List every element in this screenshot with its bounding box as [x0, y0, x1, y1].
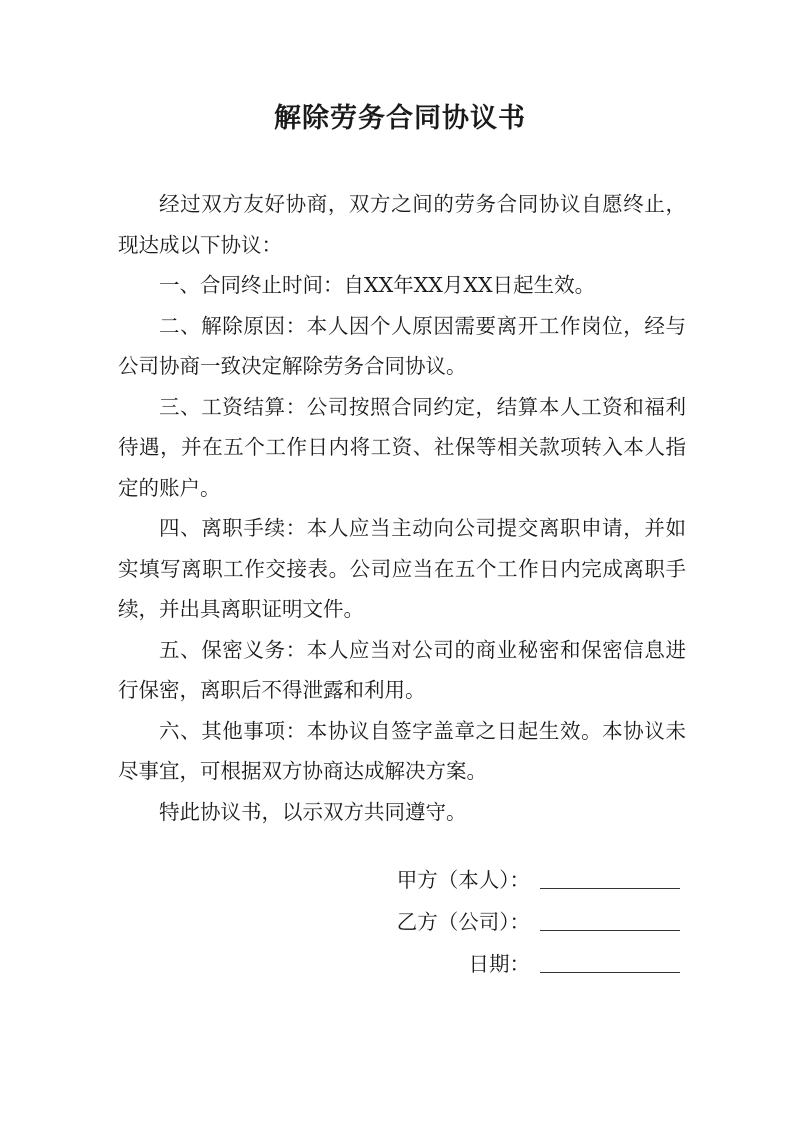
date-row — [360, 941, 680, 983]
clause-termination-reason: 二、解除原因：本人因个人原因需要离开工作岗位，经与公司协商一致决定解除劳务合同协议。 — [118, 313, 686, 378]
document-title: 解除劳务合同协议书 — [274, 103, 526, 134]
party-a-signature-row — [360, 857, 680, 899]
document-body — [118, 184, 686, 832]
date-label: 日期： — [468, 952, 530, 976]
date-line[interactable] — [540, 952, 680, 973]
clause-confidentiality: 五、保密义务：本人应当对公司的商业秘密和保密信息进行保密，离职后不得泄露和利用。 — [118, 637, 686, 702]
party-a-signature-line[interactable] — [540, 868, 680, 889]
closing-paragraph: 特此协议书，以示双方共同遵守。 — [159, 799, 467, 824]
clause-termination-time: 一、合同终止时间：自XX年XX月XX日起生效。 — [159, 273, 596, 297]
intro-paragraph: 经过双方友好协商，双方之间的劳务合同协议自愿终止，现达成以下协议： — [118, 192, 686, 257]
clause-other-matters: 六、其他事项：本协议自签字盖章之日起生效。本协议未尽事宜，可根据双方协商达成解决方案。 — [118, 718, 686, 783]
party-b-label: 乙方（公司）： — [396, 910, 530, 934]
signature-block — [360, 857, 680, 983]
party-a-label: 甲方（本人）： — [396, 868, 530, 892]
party-b-signature-row — [360, 899, 680, 941]
clause-resignation-procedure: 四、离职手续：本人应当主动向公司提交离职申请，并如实填写离职工作交接表。公司应当在五个工作日内完成离职手续，并出具离职证明文件。 — [118, 516, 686, 621]
clause-salary-settlement: 三、工资结算：公司按照合同约定，结算本人工资和福利待遇，并在五个工作日内将工资、社保等相关款项转入本人指定的账户。 — [118, 394, 686, 500]
party-b-signature-line[interactable] — [540, 910, 680, 931]
